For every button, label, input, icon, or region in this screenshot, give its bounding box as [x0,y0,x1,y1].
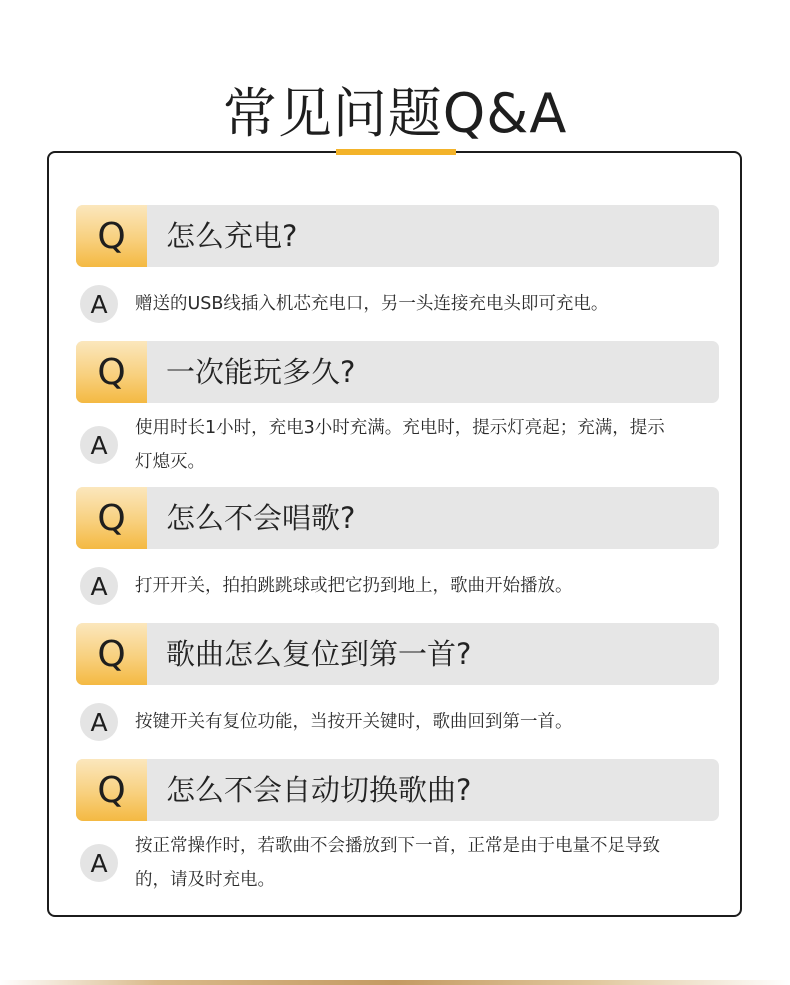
accent-bar [336,149,456,155]
question-badge: Q [76,341,147,403]
answer-text: 按键开关有复位功能，当按开关键时，歌曲回到第一首。 [135,712,573,732]
question-text: 怎么不会唱歌? [166,501,356,535]
question-text: 怎么不会自动切换歌曲? [166,773,472,807]
question-badge: Q [76,487,147,549]
question-text: 怎么充电? [166,219,298,253]
answer-text: 赠送的USB线插入机芯充电口，另一头连接充电头即可充电。 [135,294,609,314]
question-row [76,205,719,267]
question-badge: Q [76,623,147,685]
faq-list [76,205,719,905]
question-row [76,487,719,549]
answer-text: 按正常操作时，若歌曲不会播放到下一首，正常是由于电量不足导致的，请及时充电。 [135,836,660,890]
page-title: 常见问题Q&A [222,82,568,146]
faq-item [76,759,719,905]
answer-text: 使用时长1小时，充电3小时充满。充电时，提示灯亮起；充满，提示灯熄灭。 [135,418,665,472]
answer-row [76,267,719,341]
faq-item [76,487,719,623]
question-badge: Q [76,759,147,821]
answer-badge: A [80,703,118,741]
answer-row [76,403,719,487]
question-row [76,759,719,821]
bottom-decorative-strip [0,980,790,985]
answer-badge: A [80,844,118,882]
question-text: 一次能玩多久? [166,355,356,389]
answer-row [76,549,719,623]
answer-badge: A [80,285,118,323]
answer-badge: A [80,567,118,605]
answer-row [76,821,719,905]
answer-badge: A [80,426,118,464]
faq-item [76,205,719,341]
question-text: 歌曲怎么复位到第一首? [166,637,472,671]
faq-item [76,623,719,759]
question-row [76,341,719,403]
question-row [76,623,719,685]
faq-item [76,341,719,487]
answer-text: 打开开关，拍拍跳跳球或把它扔到地上，歌曲开始播放。 [135,576,573,596]
answer-row [76,685,719,759]
question-badge: Q [76,205,147,267]
